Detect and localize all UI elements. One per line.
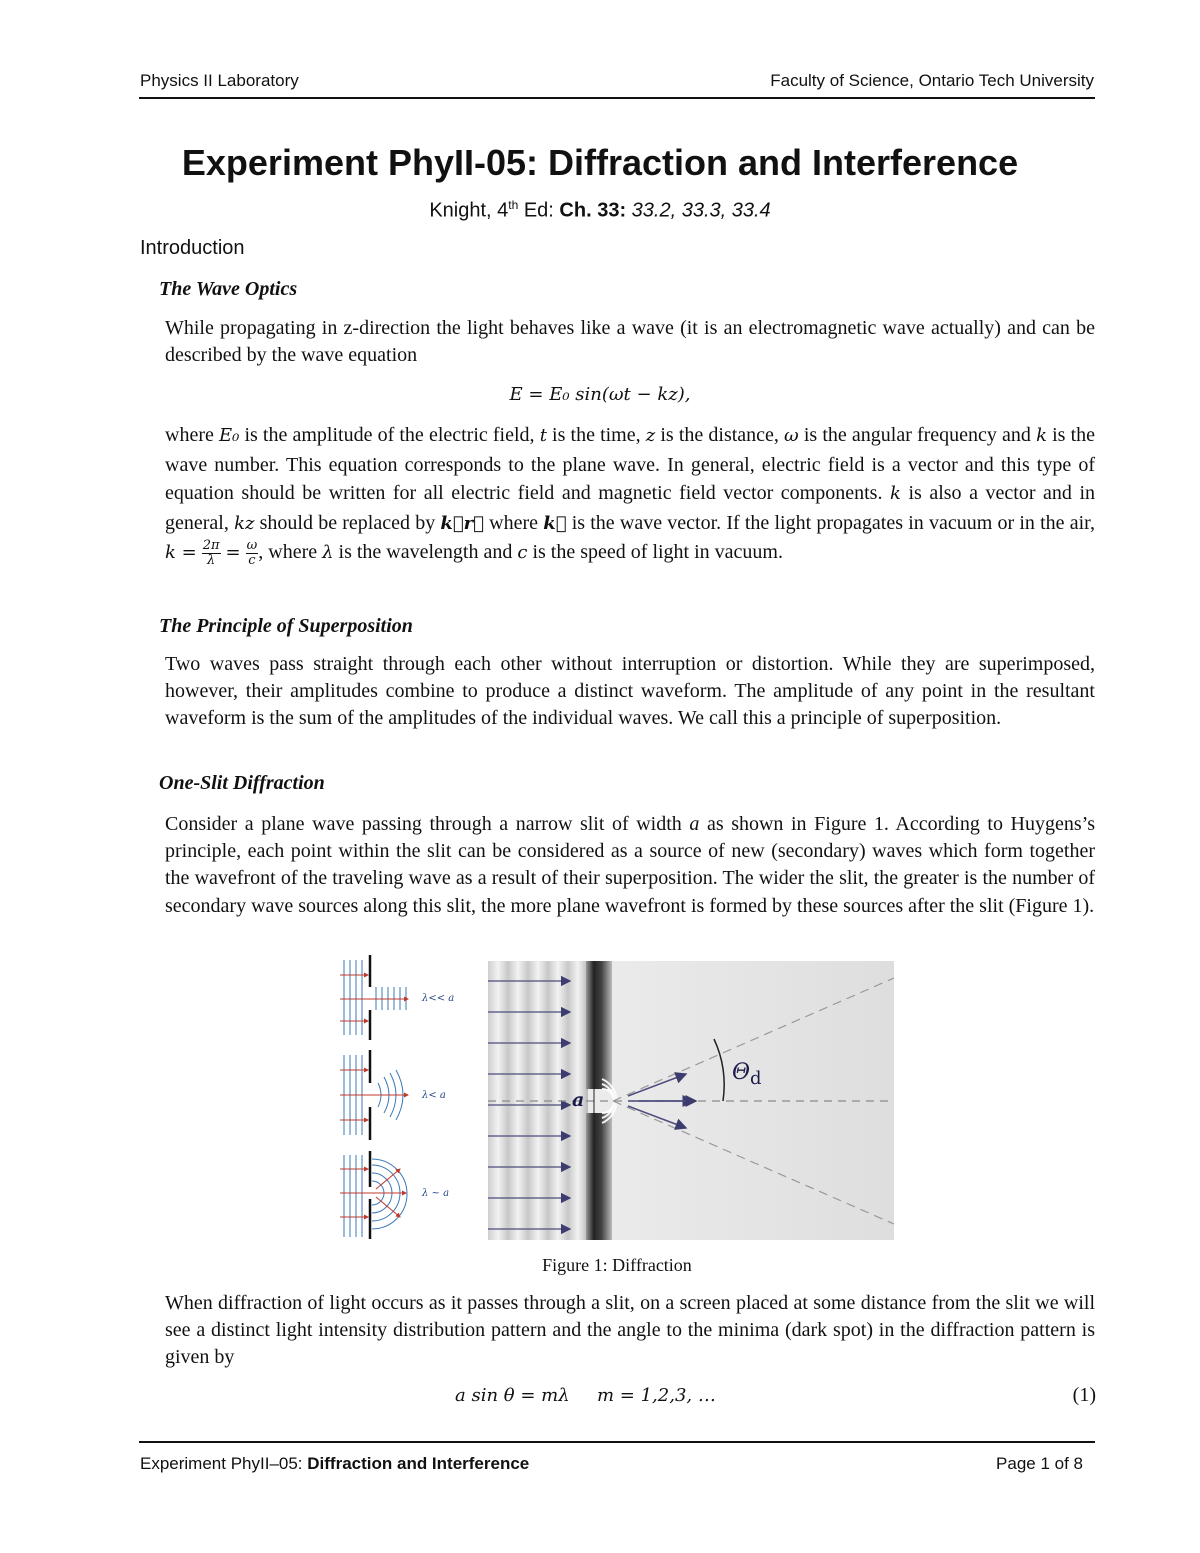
diagram-lambda-less: [340, 1050, 408, 1140]
subtitle-chapter: Ch. 33:: [559, 199, 627, 222]
diagram-small-lambda: [340, 955, 408, 1040]
one-slit-para1: Consider a plane wave passing through a narrow slit of width a as shown in Figure 1. According to Huygens’s principle, each point within the slit can be considered as a source of new (secondary) waves which form together the wavefront of the traveling wave as a result of their superposition. The wider the slit, the greater is the number of secondary wave sources along this slit, the more plane wavefront is formed by these sources after the slit (Figure 1).: [165, 813, 1095, 917]
equation-number: (1): [1072, 1384, 1096, 1406]
diffraction-angle-label: $\Theta_d$: [732, 1060, 762, 1089]
one-slit-heading: One-Slit Diffraction: [159, 772, 325, 794]
slit-width-label: a: [572, 1089, 585, 1111]
slit-diffraction-diagram: [488, 961, 894, 1240]
superposition-para: Two waves pass straight through each other without interruption or distortion. While they are superimposed, however, their amplitudes combine to produce a distinct waveform. The amplitude of any point in the resultant waveform is the sum of the amplitudes of the individual waves. We call this a principle of superposition.: [165, 653, 1095, 730]
minima-equation: a sin θ = mλ: [455, 1385, 570, 1406]
label-lambda-less: λ< a: [422, 1090, 446, 1101]
diagram-lambda-similar: [340, 1151, 407, 1239]
subtitle-sections: 33.2, 33.3, 33.4: [626, 199, 771, 222]
reference-subtitle: [0, 198, 1200, 223]
subtitle-edition: Ed:: [518, 199, 560, 222]
wave-optics-heading: The Wave Optics: [159, 278, 298, 300]
one-slit-para2: When diffraction of light occurs as it passes through a slit, on a screen placed at some distance from the slit we will see a distinct light intensity distribution pattern and the angle to the minima (dark spot) in the diffraction pattern is given by: [165, 1292, 1095, 1369]
fraction-2pi-lambda: $\frac{2\pi}{\lambda}$: [202, 537, 220, 568]
figure-caption: Figure 1: Diffraction: [542, 1255, 692, 1275]
page-number: Page 1 of 8: [996, 1454, 1083, 1473]
wavelength-comparison-diagrams: [340, 955, 462, 1241]
subtitle-prefix: Knight, 4: [429, 199, 509, 222]
wave-optics-para2: where E₀ is the amplitude of the electric field, t is the time, z is the distance, ω is the angular frequency and k is the wave number. This equation corresponds to the plane wave. In general, electric field is a vector and this type of equation should be written for all electric field and magnetic field vector components. k is also a vector and in general, kz should be replaced by k⃗r⃗ where k⃗ is the wave vector. If the light propagates in vacuum or in the air, k = $\frac{2\pi}{\lambda}$ = $\frac{\omega}{c}$ , where λ is the wavelength and c is the speed of light in vacuum.: [165, 424, 1096, 568]
footer-left: [140, 1454, 529, 1474]
superposition-heading: The Principle of Superposition: [159, 615, 413, 637]
intro-heading: Introduction: [140, 237, 245, 259]
header-rule: [139, 97, 1095, 99]
label-lambda-similar: λ ~ a: [422, 1188, 450, 1199]
running-header-right: Faculty of Science, Ontario Tech University: [770, 71, 1094, 90]
footer-rule: [139, 1441, 1095, 1443]
footer-title: Diffraction and Interference: [307, 1454, 530, 1473]
running-header-left: Physics II Laboratory: [140, 71, 299, 90]
wave-optics-para1: While propagating in z-direction the light behaves like a wave (it is an electromagnetic wave actually) and can be described by the wave equation: [165, 317, 1095, 367]
footer-prefix: Experiment PhyII–05:: [140, 1454, 308, 1473]
minima-equation-orders: m = 1,2,3, …: [597, 1385, 716, 1406]
subtitle-sup: th: [508, 198, 519, 212]
wave-equation: E = E₀ sin(ωt − kz),: [509, 384, 691, 405]
page-title: Experiment PhyII-05: Diffraction and Interference: [181, 142, 1019, 183]
fraction-omega-c: $\frac{\omega}{c}$: [246, 537, 258, 568]
label-lambda-much-less: λ<< a: [422, 993, 455, 1004]
